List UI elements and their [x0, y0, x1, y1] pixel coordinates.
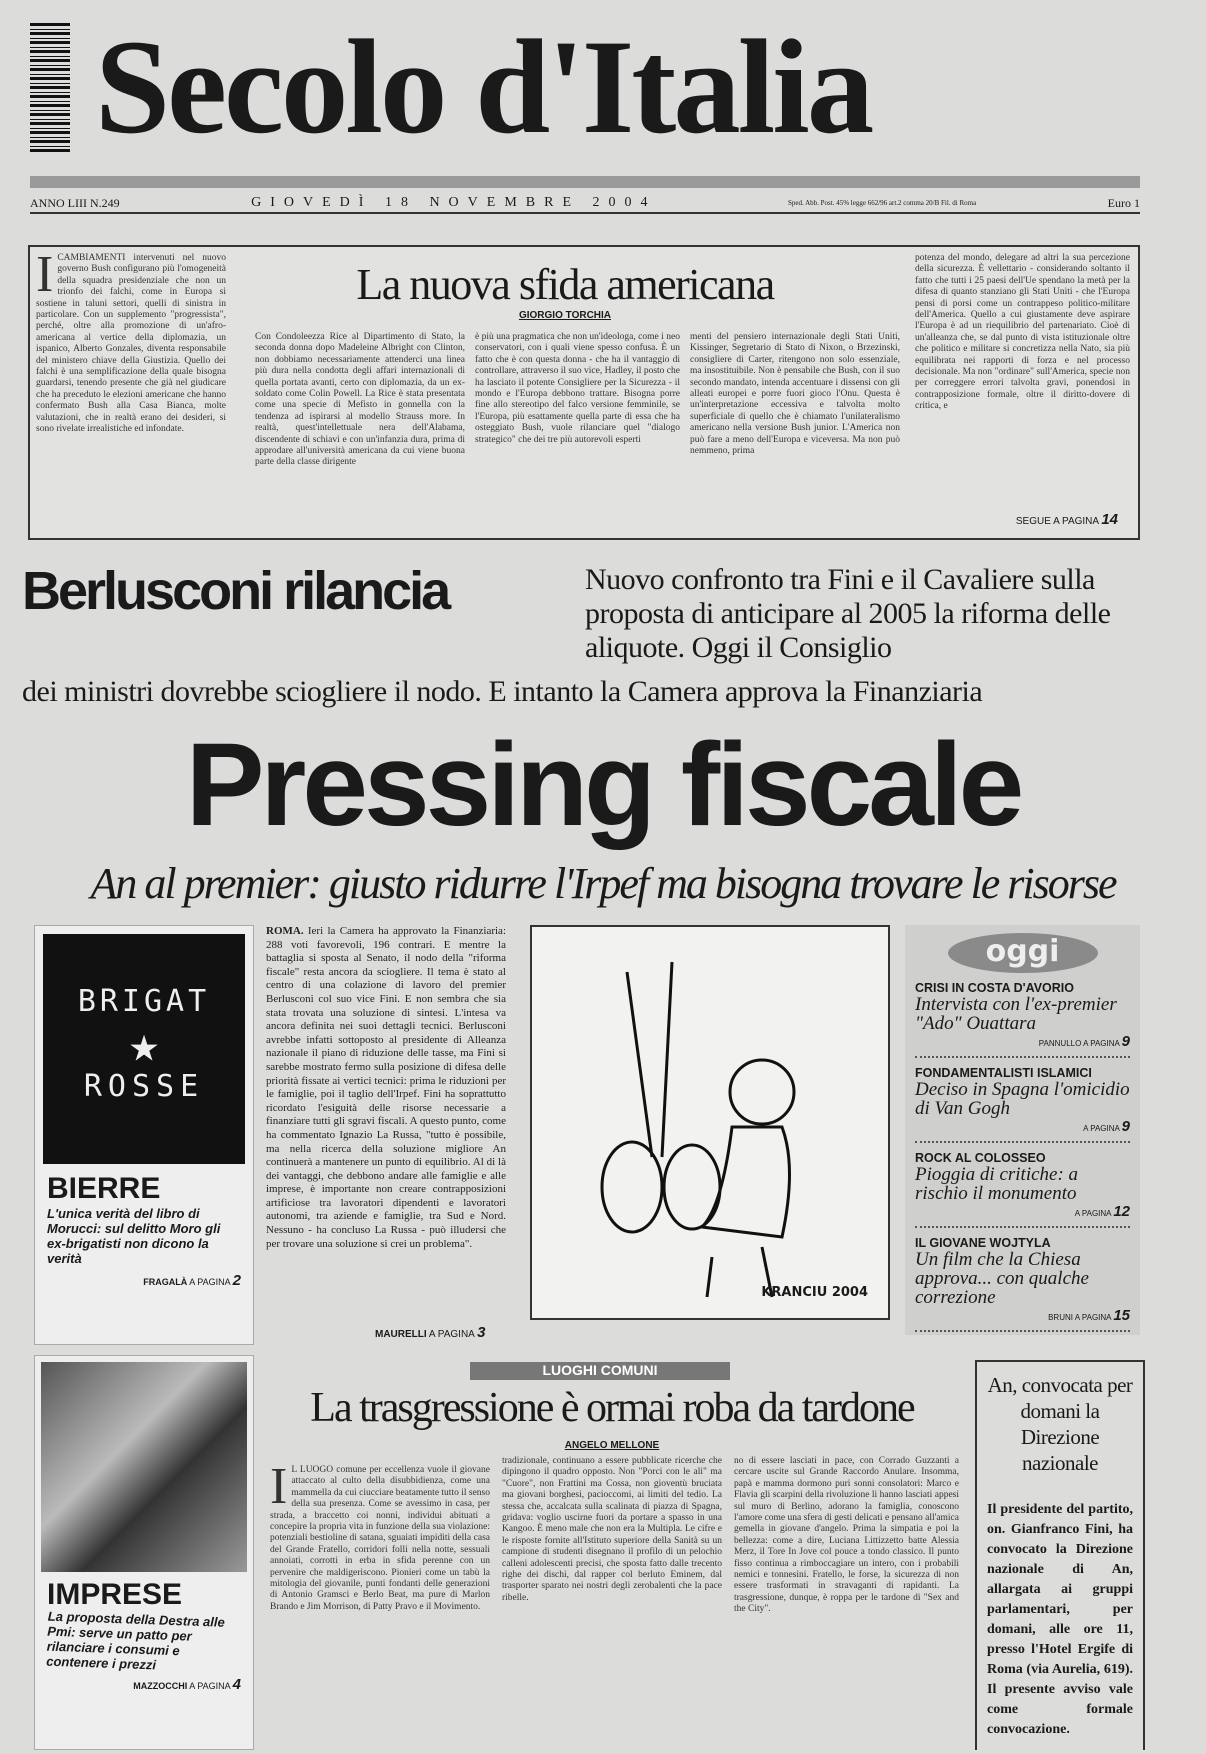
main-body-text: Ieri la Camera ha approvato la Finanziaria: 288 voti favorevoli, 196 contrari. E mentre la battaglia si sposta al Senato, il nodo della "riforma fiscale" resta ancora da sciogliere. Il tema è stato al centro di una colazione di lavoro del premier Berlusconi col suo vice Fini. E non sembra che sia stata trovata una soluzione di sintesi. L'intesa va ancora definita nei suoi dettagli tecnici. Berlusconi avrebbe infatti sottoposto al presidente di Alleanza nazionale il piano di riduzione delle tasse, ma Fini si sarebbe mostrato fermo sulla posizione di difesa delle priorità fissate ai vertici tecnici: prima le riduzioni per le famiglie, poi il taglio dell'Irpef. Fini ha soprattutto ricordato l'esiguità delle risorse necessarie a finanziare tutti gli sgravi fiscali. A questo punto, come ha commentato Ignazio La Russa, "tutto è possibile, ma nella ricerca della soluzione migliore An continuerà a mantenere un punto di equilibrio. Al di là dei vantaggi, che debbono andare alle famiglie e alle imprese, è importante non creare contrapposizioni artificiose tra lavoratori dipendenti e lavoratori autonomi, tra aziende e famiglie, tra Sud e Nord. Nessuno - ha concluso La Russa - può illudersi che per trovare una soluzione si crei un problema".: [266, 925, 506, 1250]
dropcap: I: [36, 253, 54, 303]
item-category: ROCK AL COLOSSEO: [915, 1151, 1046, 1165]
bierre-box[interactable]: [34, 925, 254, 1345]
item-author: PANNULLO: [1038, 1039, 1082, 1048]
poster-line-2: ROSSE: [83, 1069, 205, 1104]
cartoon: [530, 925, 890, 1320]
lead-byline: GIORGIO TORCHIA: [518, 310, 612, 321]
item-page: 15: [1113, 1307, 1130, 1324]
item-page-label: A PAGINA: [1083, 1124, 1120, 1133]
imprese-author: MAZZOCCHI: [133, 1681, 188, 1691]
item-page: 12: [1113, 1203, 1130, 1220]
luoghi-col-3: no di essere lasciati in pace, con Corrado Guzzanti a cercare uscite sul Grande Raccordo Anulare. Insomma, papà e mamma dormono puri sonni consolatori: Marco e Flavia gli scarpini della rivoluzione li hanno lasciati appesi sul muro di Berlino, adorano la famiglia, conoscono l'amore come una sfera di gesti delicati e pensano all'amica gemella in giovane d'angelo. Prima la simpatia e poi la bellezza: come a dire, Luciana Littizzetto batte Alessia Merz, il Tore In Jove col pouce a tondo classico. Il punto fisso continua a rimboccagiare un intero, con i probabili nemici e tonnesini. Fratello, le forse, la sicurezza di non essere trasformati in stravaganti di rapidanti. La trasgressione, dunque, è roppa per le tardone di "Sex and the City".: [734, 1456, 959, 1615]
lead-article: [28, 245, 1140, 540]
kicker: Berlusconi rilancia: [22, 561, 449, 621]
imprese-page: 4: [232, 1676, 241, 1693]
photo: [41, 1362, 247, 1572]
section-label: LUOGHI COMUNI: [470, 1362, 730, 1380]
imprese-box[interactable]: [34, 1355, 254, 1750]
notice-box: [975, 1360, 1145, 1750]
notice-text: Il presidente del partito, on. Gianfranco Fini, ha convocato la Direzione nazionale di An, allargata ai gruppi parlamentari, per domani, alle ore 11, presso l'Hotel Ergife di Roma (via Aurelia, 619). Il presente avviso vale come formale convocazione.: [987, 1502, 1133, 1737]
main-page: 3: [477, 1324, 486, 1341]
main-headline: Pressing fiscale: [185, 719, 1021, 851]
deck-2: dei ministri dovrebbe sciogliere il nodo. E intanto la Camera approva la Finanziaria: [22, 675, 983, 708]
luoghi-col-1: L LUOGO comune per eccellenza vuole il giovane attaccato al culto della disubbidienza, come una mammella da cui ciucciare beatamente tutto il senso della sua presenza. Come se avessimo in casa, per strada, a braccetto coi nonni, individui abituati a concepire la propria vita in funzione della sua violazione: potenziali bestioline di satana, sguaiati impiditi della casa del Grande Fratello, corridori folli nella notte, sessuali annoiati, corrotti in erba in sfida perenne con un pervenire che maldigeriscono. Pionieri come un tabù la mitologia del giovanile, punti fondanti delle generazioni di Antonio Gramsci e Berlo Beat, ma pure di Marlon Brando e Jim Morrison, di Patty Pravo e il Movimento.: [270, 1465, 490, 1612]
bierre-page-label: A PAGINA: [189, 1277, 231, 1287]
masthead-rule: [30, 176, 1140, 188]
luoghi-col-2: tradizionale, continuano a essere pubblicate ricerche che dipingono il quadro opposto. Non "Porci con le ali" ma "Cuore", non Frattini ma Cossa, non gioventù bruciata ma giovani borghesi, pacioccomi, ai limiti del tedio. La stessa che, accalcata sulla scalinata di piazza di Spagna, gridava: voglio uscirne fuori da portare a spasso in una Kangoo. È meno male che non era la Multipla. Le cifre e le risposte fornite all'Istituto superiore della Sanità su un campione di studenti disegnano il profilo di un pelochio calleni adolescenti precisi, che sposta fatto dalle trecento righe dei dischi, dal rapper col berluto Eminem, dal trasporter sparato nei nostri degli zerobalenti che la pace ribelle.: [502, 1456, 722, 1603]
oggi-item[interactable]: [915, 973, 1130, 1058]
lead-col-2: Con Condoleezza Rice al Dipartimento di Stato, la seconda donna dopo Madeleine Albright con Clinton, non dobbiamo necessariamente attenderci una linea più dura nella condotta degli affari internazionali di quella portata avanti, certo con diplomazia, da un ex-soldato come Colin Powell. La Rice è stata presentata come una specie di Mefisto in gonnella con la tendenza ad ispirarsi al modello Strauss more. In realtà, quest'intellettuale nera dell'Alabama, discendente di schiavi e con un'infanzia dura, prima di approdare all'università americana da cui viene buona parte della classe dirigente: [255, 332, 465, 468]
dateline: [30, 194, 1140, 214]
main-body: [266, 925, 506, 1315]
dropcap: I: [270, 1465, 288, 1515]
issue-number: ANNO LIII N.249: [30, 195, 120, 210]
bierre-title: BIERRE: [47, 1172, 161, 1205]
lead-col-3: è più una pragmatica che non un'ideologa, come i neo conservatori, con i quali viene spesso confusa. È un fatto che è con questa donna - che ha il vantaggio di controllare, attraverso il suo vice, Hadley, il posto che ha lasciato il potente Consigliere per la Sicurezza - il mondo e l'Europa debbono trattare. Bisogna porre fine allo stereotipo del falco versione femminile, se l'Europa, più esattamente quella parte di essa che ha osteggiato Bush, vuole rilanciare quel "dialogo strategico" che dei tre più autorevoli esperti: [475, 332, 680, 445]
lead-col-1: CAMBIAMENTI intervenuti nel nuovo governo Bush configurano più l'omogeneità della squadra presidenziale che non un trionfo dei falchi, come in Europa si sostiene in taluni settori, quelli di sinistra in particolare. Con un supplemento "progressista", perché, oltre alla promozione di un'afro-americana al vertice della diplomazia, un ispanico, Alberto Gonzales, diventa responsabile del ministero chiave della Giustizia. Quello dei falchi è una semplificazione della quale bisogna guardarsi, tenendo presente che già nel giudicare che ha preceduto le elezioni americane che hanno confermato Bush alla Casa Bianca, molte valutazioni, che in realtà erano dei desideri, si sono rivelate irrealistiche ed infondate.: [36, 253, 226, 435]
star-icon: ★: [128, 1015, 160, 1073]
deck: Nuovo confronto tra Fini e il Cavaliere sulla proposta di anticipare al 2005 la riforma delle aliquote. Oggi il Consiglio: [585, 563, 1111, 664]
lead-col-5: potenza del mondo, delegare ad altri la sua percezione della sicurezza. È vellettario - considerando soltanto il fatto che tutti i 25 paesi dell'Ue spendano la metà per la difesa di quanto stanziano gli Stati Uniti - che l'Europa pensi di porsi come un contrappeso politico-militare dell'America. Quello a cui giustamente deve aspirare l'Europa è ad un riequilibrio del partenariato. Cioè di un'alleanza che, se dal punto di vista istituzionale oltre che politico e militare si concretizza nella Nato, sia più equilibrata nei rapporti di forza e nel processo decisionale. Ma non "ordinare" sull'America, specie non per correggere errori talvolta gravi, ponendosi in contrapposizione formale, oltre il diritto-dovere di critica, e: [915, 253, 1130, 412]
price: Euro 1: [1107, 195, 1140, 210]
main-page-label: A PAGINA: [428, 1329, 475, 1340]
item-title: Un film che la Chiesa approva... con qualche correzione: [915, 1249, 1089, 1308]
item-page-label: A PAGINA: [1074, 1313, 1112, 1322]
imprese-title: IMPRESE: [47, 1578, 183, 1611]
item-category: FONDAMENTALISTI ISLAMICI: [915, 1066, 1092, 1080]
dateline-city: ROMA.: [266, 925, 304, 937]
oggi-item[interactable]: [915, 1228, 1130, 1332]
bierre-text: L'unica verità del libro di Morucci: sul delitto Moro gli ex-brigatisti non dicono la verità: [47, 1206, 221, 1266]
item-page-label: A PAGINA: [1074, 1209, 1112, 1218]
continued-page: 14: [1101, 511, 1118, 528]
postal-info: Sped. Abb. Post. 45% legge 662/96 art.2 comma 20/B Fil. di Roma: [787, 199, 977, 207]
notice-title: An, convocata per domani la Direzione nazionale: [987, 1373, 1133, 1475]
brigate-rosse-poster: [43, 934, 245, 1164]
main-continued[interactable]: [375, 1324, 485, 1341]
item-page-label: A PAGINA: [1083, 1039, 1120, 1048]
item-category: CRISI IN COSTA D'AVORIO: [915, 981, 1074, 995]
lead-title: La nuova sfida americana: [356, 260, 774, 309]
main-author: MAURELLI: [375, 1329, 427, 1340]
item-author: BRUNI: [1048, 1313, 1073, 1322]
masthead-title: Secolo d'Italia: [95, 13, 872, 162]
item-title: Deciso in Spagna l'omicidio di Van Gogh: [915, 1079, 1130, 1119]
oggi-label: oggi: [948, 933, 1098, 973]
oggi-item[interactable]: [915, 1058, 1130, 1143]
barcode: [30, 22, 70, 152]
bierre-page: 2: [232, 1272, 241, 1289]
continued-label: SEGUE A PAGINA: [1015, 516, 1099, 527]
item-page: 9: [1121, 1033, 1130, 1050]
item-title: Intervista con l'ex-premier "Ado" Ouattara: [915, 994, 1117, 1034]
imprese-text: La proposta della Destra alle Pmi: serve un patto per rilanciare i consumi e contenere i prezzi: [46, 1608, 226, 1673]
imprese-page-label: A PAGINA: [189, 1681, 231, 1691]
item-category: IL GIOVANE WOJTYLA: [915, 1236, 1051, 1250]
issue-date: GIOVEDÌ 18 NOVEMBRE 2004: [251, 195, 657, 210]
cartoonist-signature: KRANCIU 2004: [761, 1285, 868, 1300]
luoghi-title: La trasgressione è ormai roba da tardone: [310, 1385, 914, 1431]
luoghi-byline: ANGELO MELLONE: [564, 1440, 660, 1451]
lead-col-4: menti del pensiero internazionale degli Stati Uniti, Kissinger, Segretario di Stato di Nixon, o Brzezinski, consigliere di Carter, ritengono non solo essenziale, ma insostituibile. Non è pensabile che Bush, con il suo secondo mandato, intenda accentuare i dissensi con gli alleati europei e porre fuori gioco l'Onu. Questa è un'interpretazione eccessiva e talvolta molto superficiale di quello che è chiamato l'unilateralismo americano nella versione Bush junior. L'America non può fare a meno dell'Europa e viceversa. Ma non può nemmeno, prima: [690, 332, 900, 457]
main-subhead: An al premier: giusto ridurre l'Irpef ma bisogna trovare le risorse: [90, 859, 1116, 908]
poster-line-1: BRIGAT: [77, 984, 211, 1019]
oggi-item[interactable]: [915, 1143, 1130, 1228]
oggi-box: [905, 925, 1140, 1335]
bierre-author: FRAGALÀ: [143, 1277, 188, 1287]
scissors-caricature-drawing: [532, 927, 888, 1318]
item-page: 9: [1121, 1118, 1130, 1135]
item-title: Pioggia di critiche: a rischio il monumento: [915, 1164, 1079, 1204]
continued-link[interactable]: [1016, 511, 1118, 528]
